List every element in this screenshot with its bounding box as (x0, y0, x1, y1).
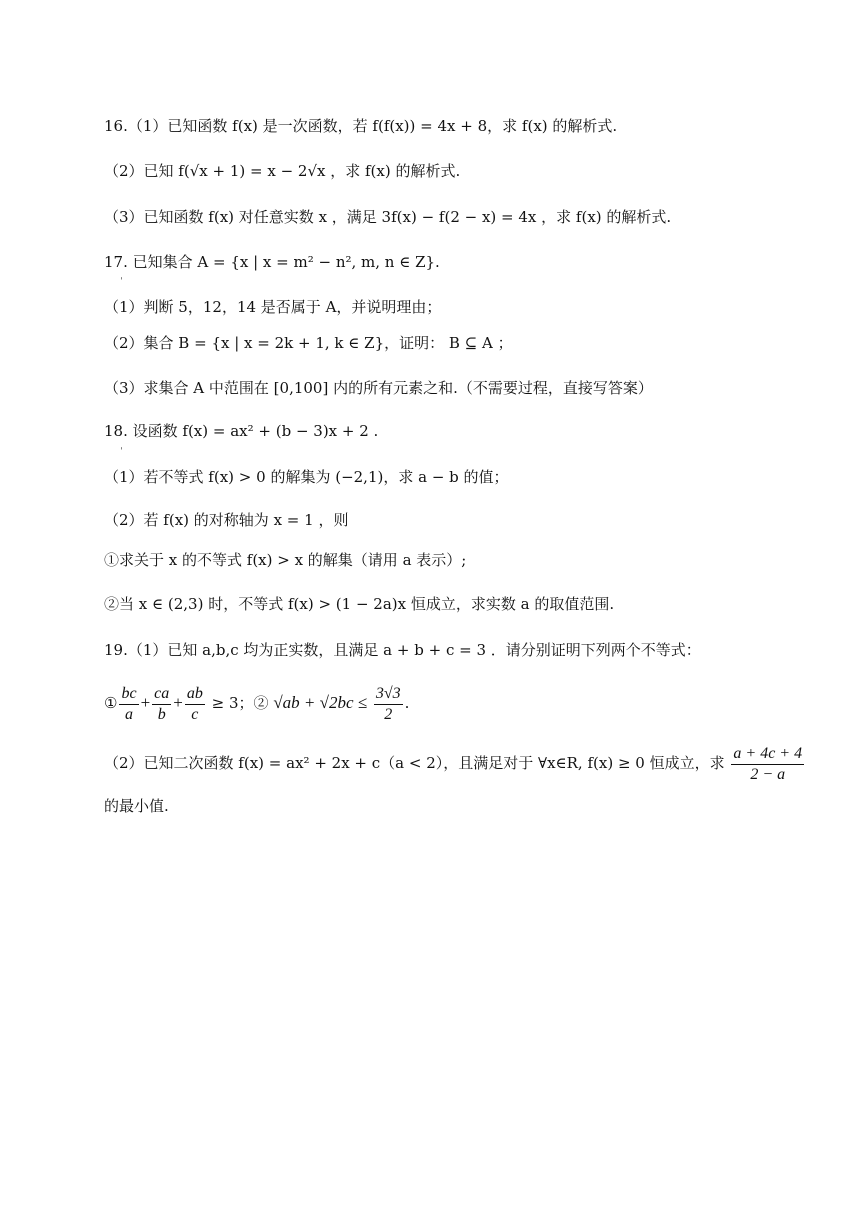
inequality-1-tail: ≥ 3；② (211, 694, 269, 712)
q17-part2: （2）集合 B = {x | x = 2k + 1, k ∈ Z}，证明： B ⊆ A ； (104, 334, 513, 352)
fraction-objective: $\frac{a + 4c + 4}{2 - a}$ (733, 744, 803, 783)
q17-part3: （3）求集合 A 中范围在 [0,100] 内的所有元素之和.（不需要过程，直接写答案） (104, 379, 653, 397)
fraction-bc-over-a: $\frac{bc}{a}$ (121, 684, 137, 723)
scan-mark: ˌ (120, 270, 123, 281)
scan-mark: ˌ (120, 440, 123, 451)
q19-part2-text: （2）已知二次函数 f(x) = ax² + 2x + c（a < 2），且满足对于 ∀x∈R, f(x) ≥ 0 恒成立，求 (104, 754, 725, 772)
q19-part2 (104, 742, 806, 785)
fraction-3root3-over-2: $\frac{3√3}{2}$ (375, 684, 401, 723)
q17-stem: 17. 已知集合 A = {x | x = m² − n², m, n ∈ Z}. (104, 253, 440, 271)
q16-part3: （3）已知函数 f(x) 对任意实数 x ，满足 3f(x) − f(2 − x) = 4x ，求 f(x) 的解析式. (104, 208, 672, 226)
circled-one: ① (104, 694, 118, 712)
q19-part1: 19.（1）已知 a,b,c 均为正实数，且满足 a + b + c = 3 ．请分别证明下列两个不等式： (104, 641, 701, 659)
inequality-2-left: √ab + √2bc ≤ (273, 693, 368, 712)
q19-inequalities: ① $\frac{bc}{a}$ + $\frac{ca}{b}$ + $\frac{ab}{c}$ ≥ 3；② √ab + √2bc ≤ $\frac{3√3}{2}$ . (104, 684, 410, 723)
q18-part2: （2）若 f(x) 的对称轴为 x = 1 ，则 (104, 511, 349, 529)
q18-stem: 18. 设函数 f(x) = ax² + (b − 3)x + 2 . (104, 422, 379, 440)
q18-sub1: ①求关于 x 的不等式 f(x) > x 的解集（请用 a 表示）; (104, 551, 467, 569)
q18-sub2: ②当 x ∈ (2,3) 时，不等式 f(x) > (1 − 2a)x 恒成立，求实数 a 的取值范围. (104, 595, 615, 613)
q17-part1: （1）判断 5，12，14 是否属于 A，并说明理由； (104, 298, 442, 316)
fraction-ab-over-c: $\frac{ab}{c}$ (186, 684, 203, 723)
fraction-ca-over-b: $\frac{ca}{b}$ (154, 684, 170, 723)
q16-part2: （2）已知 f(√x + 1) = x − 2√x ，求 f(x) 的解析式. (104, 162, 461, 180)
q16-part1: 16.（1）已知函数 f(x) 是一次函数，若 f(f(x)) = 4x + 8，求 f(x) 的解析式. (104, 117, 618, 135)
q18-part1: （1）若不等式 f(x) > 0 的解集为 (−2,1)，求 a − b 的值； (104, 468, 509, 486)
q19-part2-end: 的最小值. (104, 797, 169, 815)
